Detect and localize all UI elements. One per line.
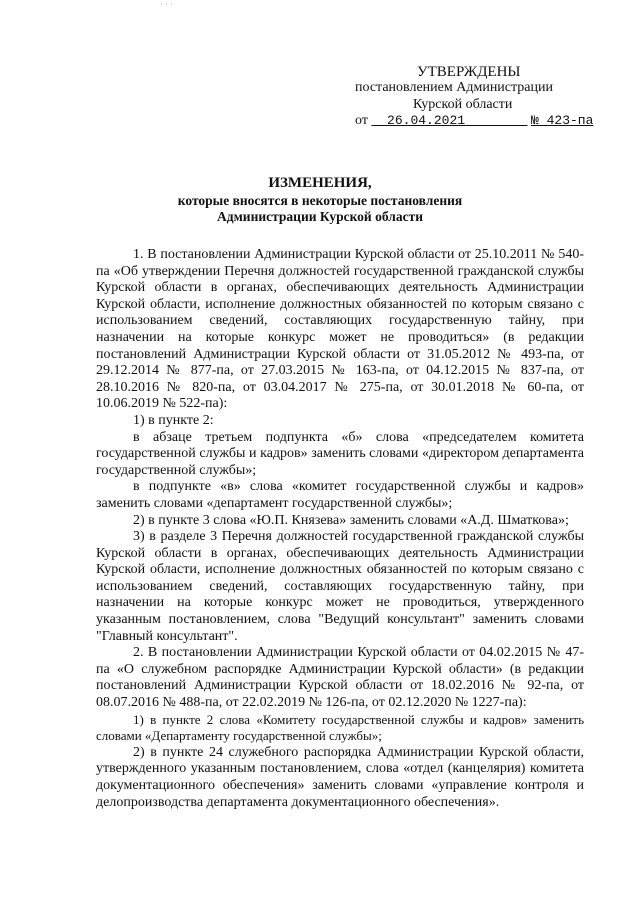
approval-heading: УТВЕРЖДЕНЫ <box>417 64 521 80</box>
paragraph-2-2: 2) в пункте 24 служебного распорядка Администрации Курской области, утвержденного указанным постановлением, слова «отдел (канцелярия) комитета документационного обеспечения» заменить словами «управление контроля и делопроизводства департамента документационного обеспечения». <box>96 744 584 810</box>
paragraph-1-3: 3) в разделе 3 Перечня должностей государственной гражданской службы Курской области в органах, обеспечивающих деятельность Администрации Курской области, исполнение должностных обязанностей по которым связано с использованием сведений, составляющих государственную тайну, при назначении на которые конкурс может не проводиться, утвержденного указанным постановлением, слова "Ведущий консультант" заменить словами "Главный консультант". <box>96 529 584 644</box>
approval-date-number <box>355 113 593 130</box>
document-body <box>96 247 584 811</box>
paragraph-1: 1. В постановлении Администрации Курской области от 25.10.2011 № 540-па «Об утверждении Перечня должностей государственной гражданской службы Курской области в органах, обеспечивающих деятельность Администрации Курской области, исполнение должностных обязанностей по которым связано с использованием сведений, составляющих государственную тайну, при назначении на которые конкурс может не проводиться» (в редакции постановлений Администрации Курской области от 31.05.2012 № 493-па, от 29.12.2014 № 877-па, от 27.03.2015 № 163-па, от 04.12.2015 № 837-па, от 28.10.2016 № 820-па, от 03.04.2017 № 275-па, от 30.01.2018 № 60-па, от 10.06.2019 № 522-па): <box>96 247 584 412</box>
doc-subtitle-line1: которые вносятся в некоторые постановления <box>177 193 463 208</box>
approval-date: 26.04.2021 <box>387 113 466 128</box>
approval-date-prefix: от <box>355 113 368 128</box>
paragraph-1-1-b: в подпункте «в» слова «комитет государственной службы и кадров» заменить словами «департамент государственной службы»; <box>96 479 584 511</box>
paragraph-1-2: 2) в пункте 3 слова «Ю.П. Князева» заменить словами «А.Д. Шматкова»; <box>133 512 569 528</box>
scan-artifact: · · · <box>160 0 173 9</box>
paragraph-1-1-a: в абзаце третьем подпункта «б» слова «председателем комитета государственной службы и кадров» заменить словами «директором департамента государственной службы»; <box>96 429 584 478</box>
doc-title: ИЗМЕНЕНИЯ, <box>268 175 372 191</box>
paragraph-2-1: 1) в пункте 2 слова «Комитету государственной службы и кадров» заменить словами «Департаменту государственной службы»; <box>96 711 584 744</box>
approval-number: № 423-па <box>530 113 594 128</box>
approval-line-issuer: постановлением Администрации <box>355 80 553 95</box>
doc-subtitle-line2: Администрации Курской области <box>217 209 423 224</box>
paragraph-2: 2. В постановлении Администрации Курской области от 04.02.2015 № 47-па «О служебном распорядке Администрации Курской области» (в редакции постановлений Администрации Курской области от 18.02.2016 № 92-па, от 08.07.2016 № 488-па, от 22.02.2019 № 126-па, от 02.12.2020 № 1227-па): <box>96 645 584 711</box>
approval-line-region: Курской области <box>413 97 513 112</box>
paragraph-1-1: 1) в пункте 2: <box>133 412 214 428</box>
